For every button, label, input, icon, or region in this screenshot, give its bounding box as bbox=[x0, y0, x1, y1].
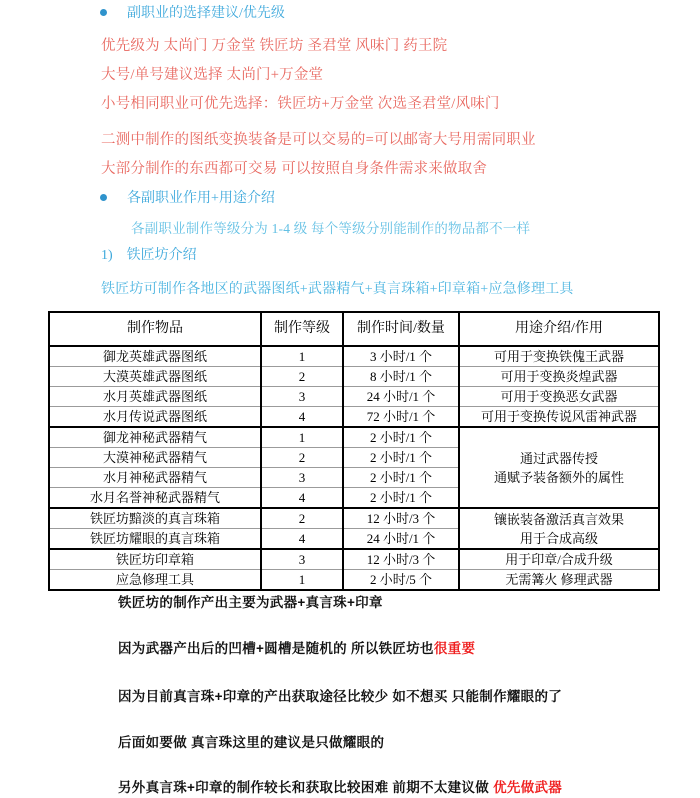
table-header-item: 制作物品 bbox=[49, 312, 261, 346]
numbered-heading-blacksmith bbox=[101, 249, 197, 263]
table-cell-time: 24 小时/1 个 bbox=[343, 529, 459, 550]
bullet-heading-career-usage-label: 各副职业作用+用途介绍 bbox=[127, 191, 275, 206]
table-cell-desc-line: 用于合成高级 bbox=[519, 530, 598, 546]
note-socket-random-highlight: 很重要 bbox=[433, 641, 476, 656]
table-cell-level: 2 bbox=[261, 367, 343, 387]
table-row bbox=[49, 570, 659, 591]
table-cell-desc: 用于印章/合成升级 bbox=[459, 549, 659, 570]
table-cell-level: 4 bbox=[261, 529, 343, 550]
note-make-bright-only bbox=[118, 736, 384, 750]
blacksmith-detail-line: 铁匠坊可制作各地区的武器图纸+武器精气+真言珠箱+印章箱+应急修理工具 bbox=[101, 282, 574, 297]
bullet-heading-career-usage bbox=[100, 192, 275, 206]
note-output-summary-text: 铁匠坊的制作产出主要为武器+真言珠+印章 bbox=[118, 595, 383, 610]
note-make-bright-only-text: 后面如要做 真言珠这里的建议是只做耀眼的 bbox=[118, 735, 385, 750]
table-cell-level: 3 bbox=[261, 468, 343, 488]
bullet-dot-icon-2 bbox=[100, 194, 107, 201]
table-header-row bbox=[49, 312, 659, 346]
table-cell-time: 12 小时/3 个 bbox=[343, 508, 459, 529]
table-cell-desc-merged bbox=[459, 427, 659, 508]
table-cell-item: 铁匠坊耀眼的真言珠箱 bbox=[49, 529, 261, 550]
crafting-table-container bbox=[48, 311, 658, 591]
advice-line-trade-general: 大部分制作的东西都可交易 可以按照自身条件需求来做取舍 bbox=[101, 161, 488, 177]
table-row bbox=[49, 407, 659, 428]
table-cell-time: 24 小时/1 个 bbox=[343, 387, 459, 407]
table-cell-desc: 可用于变换恶女武器 bbox=[459, 387, 659, 407]
bullet-heading-career-advice bbox=[100, 7, 285, 21]
note-weapon-first bbox=[118, 781, 562, 795]
table-cell-desc-line: 通过武器传授 bbox=[519, 450, 598, 466]
table-cell-desc-line: 通赋予装备额外的属性 bbox=[493, 469, 624, 485]
table-cell-time: 2 小时/1 个 bbox=[343, 427, 459, 448]
table-cell-item: 水月名誉神秘武器精气 bbox=[49, 488, 261, 509]
table-cell-level: 3 bbox=[261, 549, 343, 570]
table-cell-item: 御龙英雄武器图纸 bbox=[49, 346, 261, 367]
table-cell-level: 1 bbox=[261, 346, 343, 367]
note-socket-random-text: 因为武器产出后的凹槽+圆槽是随机的 所以铁匠坊也 bbox=[118, 641, 434, 656]
table-cell-item: 大漠神秘武器精气 bbox=[49, 448, 261, 468]
note-weapon-first-text: 另外真言珠+印章的制作较长和获取比较困难 前期不太建议做 bbox=[118, 780, 494, 795]
table-row bbox=[49, 427, 659, 448]
table-cell-desc-merged bbox=[459, 508, 659, 549]
table-cell-level: 1 bbox=[261, 427, 343, 448]
table-cell-item: 水月传说武器图纸 bbox=[49, 407, 261, 428]
table-row bbox=[49, 387, 659, 407]
table-header-time: 制作时间/数量 bbox=[343, 312, 459, 346]
table-cell-item: 应急修理工具 bbox=[49, 570, 261, 591]
numbered-heading-number: 1) bbox=[101, 248, 113, 263]
bullet-heading-career-advice-label: 副职业的选择建议/优先级 bbox=[127, 6, 285, 21]
advice-line-alt-account: 小号相同职业可优先选择：铁匠坊+万金堂 次选圣君堂/风味门 bbox=[101, 96, 500, 112]
note-socket-random bbox=[118, 642, 475, 656]
table-cell-item: 水月英雄武器图纸 bbox=[49, 387, 261, 407]
table-cell-item: 大漠英雄武器图纸 bbox=[49, 367, 261, 387]
table-cell-time: 2 小时/5 个 bbox=[343, 570, 459, 591]
table-cell-time: 3 小时/1 个 bbox=[343, 346, 459, 367]
table-cell-level: 3 bbox=[261, 387, 343, 407]
table-cell-level: 4 bbox=[261, 488, 343, 509]
table-cell-time: 2 小时/1 个 bbox=[343, 468, 459, 488]
table-cell-desc-line: 镶嵌装备激活真言效果 bbox=[493, 511, 624, 527]
table-cell-time: 12 小时/3 个 bbox=[343, 549, 459, 570]
note-scarce-sources bbox=[118, 690, 562, 704]
note-scarce-sources-text: 因为目前真言珠+印章的产出获取途径比较少 如不想买 只能制作耀眼的了 bbox=[118, 689, 563, 704]
table-cell-desc: 无需篝火 修理武器 bbox=[459, 570, 659, 591]
table-row bbox=[49, 367, 659, 387]
table-cell-desc: 可用于变换传说风雷神武器 bbox=[459, 407, 659, 428]
table-row bbox=[49, 346, 659, 367]
table-cell-level: 2 bbox=[261, 448, 343, 468]
advice-line-priority: 优先级为 太尚门 万金堂 铁匠坊 圣君堂 风味门 药王院 bbox=[101, 38, 448, 54]
table-row bbox=[49, 508, 659, 529]
advice-line-main-account: 大号/单号建议选择 太尚门+万金堂 bbox=[101, 67, 324, 83]
table-header-desc: 用途介绍/作用 bbox=[459, 312, 659, 346]
advice-line-trade-blueprint: 二测中制作的图纸变换装备是可以交易的=可以邮寄大号用需同职业 bbox=[101, 132, 536, 148]
table-cell-desc: 可用于变换铁傀王武器 bbox=[459, 346, 659, 367]
numbered-heading-label: 铁匠坊介绍 bbox=[126, 248, 197, 263]
table-cell-item: 水月神秘武器精气 bbox=[49, 468, 261, 488]
table-cell-level: 1 bbox=[261, 570, 343, 591]
table-cell-time: 2 小时/1 个 bbox=[343, 488, 459, 509]
crafting-table-body bbox=[49, 346, 659, 590]
table-cell-item: 铁匠坊黯淡的真言珠箱 bbox=[49, 508, 261, 529]
note-output-summary bbox=[118, 596, 383, 610]
table-row bbox=[49, 549, 659, 570]
table-cell-time: 72 小时/1 个 bbox=[343, 407, 459, 428]
table-cell-level: 4 bbox=[261, 407, 343, 428]
note-weapon-first-highlight: 优先做武器 bbox=[493, 780, 563, 795]
career-levels-subline: 各副职业制作等级分为 1-4 级 每个等级分别能制作的物品都不一样 bbox=[131, 221, 531, 236]
table-header-level: 制作等级 bbox=[261, 312, 343, 346]
table-cell-item: 铁匠坊印章箱 bbox=[49, 549, 261, 570]
crafting-table bbox=[48, 311, 660, 591]
table-cell-time: 8 小时/1 个 bbox=[343, 367, 459, 387]
bullet-dot-icon bbox=[100, 9, 107, 16]
table-cell-item: 御龙神秘武器精气 bbox=[49, 427, 261, 448]
table-cell-level: 2 bbox=[261, 508, 343, 529]
table-cell-time: 2 小时/1 个 bbox=[343, 448, 459, 468]
table-cell-desc: 可用于变换炎煌武器 bbox=[459, 367, 659, 387]
